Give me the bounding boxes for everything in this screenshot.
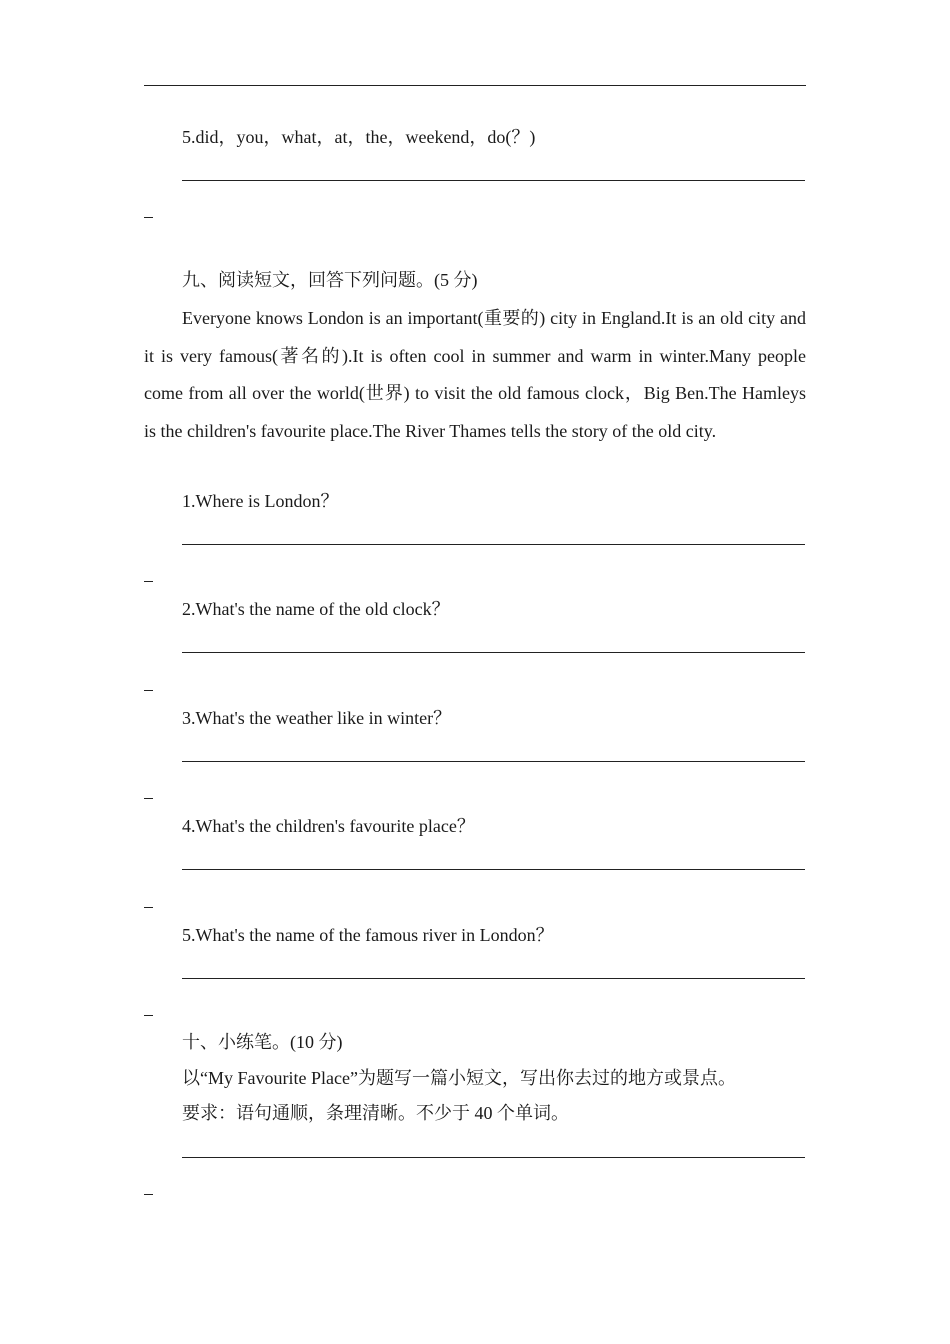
answer-line-q9-2[interactable] [182,652,805,653]
answer-line-tail [144,581,153,582]
writing-requirements: 要求：语句通顺，条理清晰。不少于 40 个单词。 [182,1103,569,1123]
reading-question-5: 5.What's the name of the famous river in London？ [182,925,554,945]
answer-line-tail [144,690,153,691]
answer-line-q9-5[interactable] [182,978,805,979]
reading-question-3: 3.What's the weather like in winter？ [182,708,452,728]
section-9-heading: 九、阅读短文，回答下列问题。(5 分) [182,270,478,290]
section-10-heading: 十、小练笔。(10 分) [182,1032,343,1052]
answer-line-tail [144,798,153,799]
answer-line-tail [144,217,153,218]
answer-line-tail [144,907,153,908]
answer-line-q9-1[interactable] [182,544,805,545]
answer-line-q9-3[interactable] [182,761,805,762]
answer-line-tail [144,1194,153,1195]
reading-question-1: 1.Where is London？ [182,491,339,511]
answer-line-top [144,85,806,86]
answer-line-writing[interactable] [182,1157,805,1158]
reorder-question-5: 5.did，you，what，at，the，weekend，do(？) [182,127,536,147]
reading-question-2: 2.What's the name of the old clock？ [182,599,450,619]
reading-passage: Everyone knows London is an important(重要的) city in England.It is an old city and it is very famous(著名的).It is often cool in summer and warm in winter.Many people come from all over the world(世界) to visit the old famous clock，Big Ben.The Hamleys is the children's favourite place.The River Thames tells the story of the old city. [144,308,806,441]
writing-prompt: 以“My Favourite Place”为题写一篇小短文，写出你去过的地方或景点。 [182,1068,736,1088]
answer-line-q8-5[interactable] [182,180,805,181]
answer-line-tail [144,1015,153,1016]
reading-question-4: 4.What's the children's favourite place？ [182,816,475,836]
answer-line-q9-4[interactable] [182,869,805,870]
